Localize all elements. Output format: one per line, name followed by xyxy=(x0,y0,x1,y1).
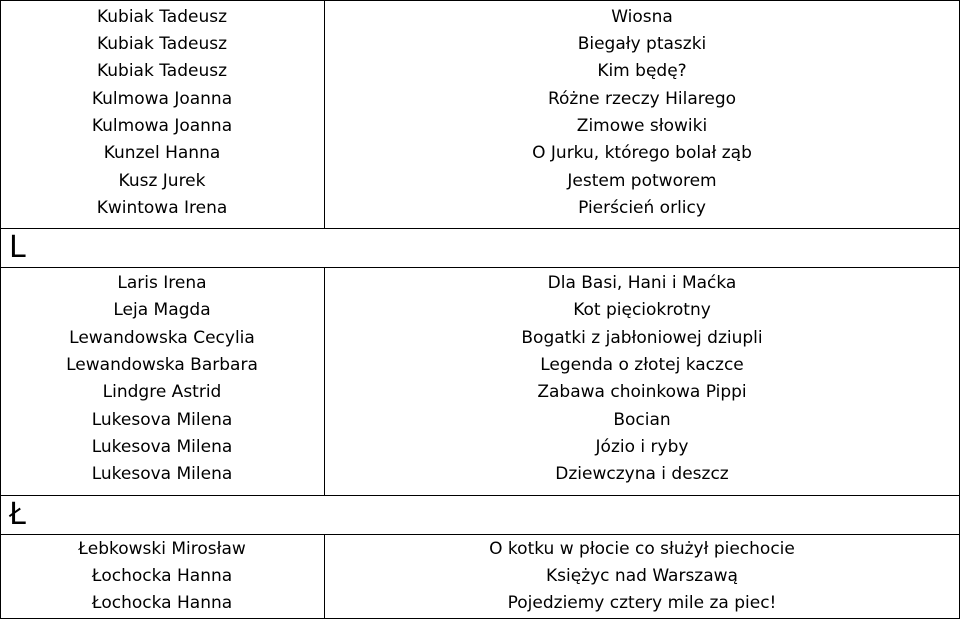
table-row xyxy=(0,270,960,297)
grid-line xyxy=(0,495,960,496)
table-row xyxy=(0,195,960,222)
author-cell: Kunzel Hanna xyxy=(103,143,221,163)
section-letter: L xyxy=(9,233,26,263)
title-cell: Kim będę? xyxy=(597,61,687,81)
title-cell: Zabawa choinkowa Pippi xyxy=(537,382,747,402)
grid-line xyxy=(0,534,960,535)
table-row xyxy=(0,86,960,113)
table-row xyxy=(0,113,960,140)
title-cell: Kot pięciokrotny xyxy=(573,300,711,320)
table-row xyxy=(0,407,960,434)
author-cell: Kubiak Tadeusz xyxy=(96,7,228,27)
table-row xyxy=(0,31,960,58)
title-cell: O kotku w płocie co służył piechocie xyxy=(489,539,795,559)
title-cell: Legenda o złotej kaczce xyxy=(540,355,744,375)
section-letter: Ł xyxy=(9,500,26,530)
author-cell: Kulmowa Joanna xyxy=(91,116,233,136)
author-cell: Kubiak Tadeusz xyxy=(96,61,228,81)
author-cell: Leja Magda xyxy=(113,300,211,320)
title-cell: Pierścień orlicy xyxy=(578,198,706,218)
author-cell: Kusz Jurek xyxy=(118,171,206,191)
author-cell: Łochocka Hanna xyxy=(91,593,233,613)
author-cell: Lindgre Astrid xyxy=(102,382,222,402)
author-cell: Lewandowska Barbara xyxy=(66,355,258,375)
title-cell: Księżyc nad Warszawą xyxy=(546,566,738,586)
table-row xyxy=(0,168,960,195)
author-cell: Lukesova Milena xyxy=(91,464,233,484)
title-cell: Biegały ptaszki xyxy=(577,34,707,54)
table-row xyxy=(0,379,960,406)
table-row xyxy=(0,297,960,324)
section-header-l xyxy=(0,233,960,263)
table-row xyxy=(0,536,960,563)
section-header-l-stroke xyxy=(0,500,960,530)
table-row xyxy=(0,590,960,617)
table-row xyxy=(0,461,960,488)
author-cell: Lewandowska Cecylia xyxy=(69,328,255,348)
title-cell: Zimowe słowiki xyxy=(576,116,708,136)
author-cell: Łebkowski Mirosław xyxy=(78,539,246,559)
title-cell: Bogatki z jabłoniowej dziupli xyxy=(521,328,763,348)
author-cell: Kwintowa Irena xyxy=(96,198,228,218)
table-row xyxy=(0,140,960,167)
table-row xyxy=(0,563,960,590)
author-cell: Laris Irena xyxy=(117,273,207,293)
title-cell: Jestem potworem xyxy=(567,171,717,191)
table-row xyxy=(0,434,960,461)
table-row xyxy=(0,4,960,31)
table-row xyxy=(0,58,960,85)
author-cell: Lukesova Milena xyxy=(91,410,233,430)
grid-line xyxy=(0,267,960,268)
author-cell: Lukesova Milena xyxy=(91,437,233,457)
title-cell: Pojedziemy cztery mile za piec! xyxy=(507,593,777,613)
grid-line xyxy=(0,228,960,229)
grid-line xyxy=(0,0,960,1)
title-cell: Józio i ryby xyxy=(595,437,689,457)
table-row xyxy=(0,325,960,352)
title-cell: Dziewczyna i deszcz xyxy=(555,464,729,484)
title-cell: Bocian xyxy=(613,410,671,430)
author-cell: Kulmowa Joanna xyxy=(91,89,233,109)
title-cell: Wiosna xyxy=(611,7,673,27)
title-cell: Dla Basi, Hani i Maćka xyxy=(547,273,737,293)
title-cell: Różne rzeczy Hilarego xyxy=(547,89,737,109)
table-row xyxy=(0,352,960,379)
author-cell: Kubiak Tadeusz xyxy=(96,34,228,54)
author-cell: Łochocka Hanna xyxy=(91,566,233,586)
title-cell: O Jurku, którego bolał ząb xyxy=(532,143,752,163)
